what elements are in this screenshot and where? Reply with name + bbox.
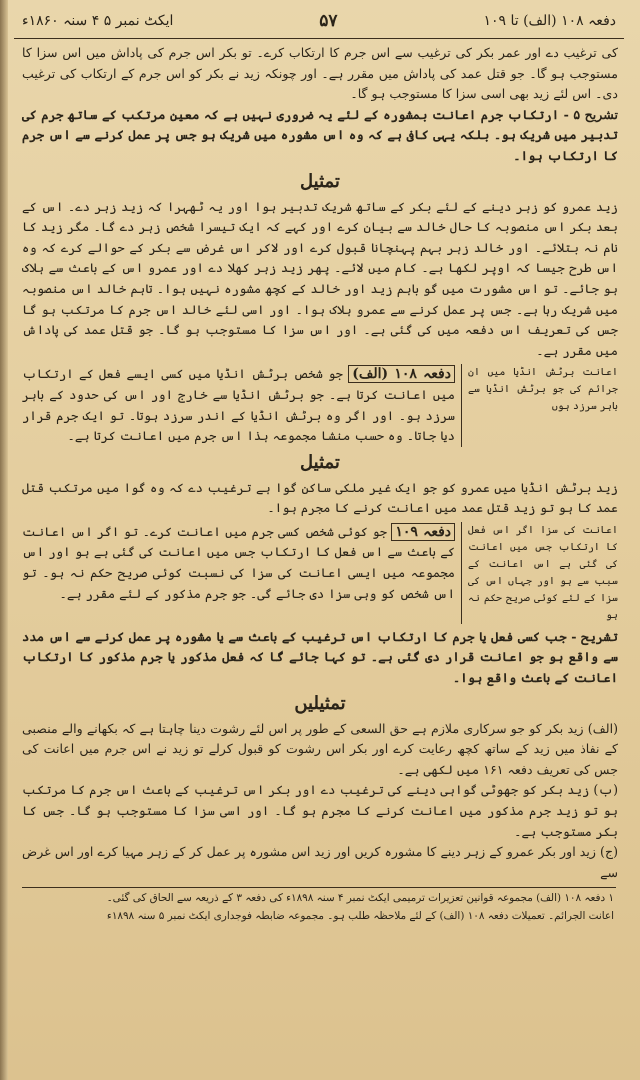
footnote: اعانت الجرائم۔ تعمیلات دفعہ ۱۰۸ (الف) کے لئے ملاحظہ طلب ہو۔ مجموعہ ضابطہ فوجداری ایکٹ نمبر ۵ سنہ ۱۸۹۸ء — [106, 910, 614, 923]
footnote-rule — [22, 887, 616, 888]
section-109-number: دفعہ ۱۰۹ — [391, 523, 455, 541]
illustration-a: (الف) زید بکر کو جو سرکاری ملازم ہے حق السعی کے طور پر اس لئے رشوت دینا چاہتا ہے کہ بکھانے والے منصبی کے نفاذ میں زید کے ساتھ کچھ رعایت کرے اور بکر اس رشوت کو قبول کرلے تو زید نے اس جرم میں اعانت کی جس کی تعریف دفعہ ۱۶۱ میں لکھی ہے۔ — [22, 720, 618, 777]
illustration-heading: تمثیل — [300, 170, 340, 192]
section-108a-body: جو شخص برٹش انڈیا میں کسی ایسے فعل کے ارتکاب میں اعانت کرتا ہے۔ جو برٹش انڈیا سے خارج اور اس کی حدود کے باہر سرزد ہو۔ اور اگر وہ برٹش انڈیا کے اندر سرزد ہوتا۔ تو ایک جرم قرار دیا جاتا۔ وہ حسب منشا مجموعہ ہذا اس جرم میں اعانت کرتا ہے۔ — [22, 366, 455, 444]
act-reference: ایکٹ نمبر ۵ ۴ سنہ ۱۸۶۰ء — [22, 13, 174, 29]
footnote: ۱ دفعہ ۱۰۸ (الف) مجموعہ قوانین تعزیرات ترمیمی ایکٹ نمبر ۴ سنہ ۱۸۹۸ء کی دفعہ ۳ کے ذریعہ سے الحاق کی گئی۔ — [106, 892, 614, 905]
paragraph: کی ترغیب دے اور عمر بکر کی ترغیب سے اس جرم کا ارتکاب کرے۔ تو بکر اس جرم کی پاداش میں اس سزا کا مستوجب ہو گا۔ جو قتل عمد کی پاداش میں مقرر ہے۔ اور چونکہ زید نے بکر کو اس جرم کے ارتکاب کی ترغیب دی۔ اس لئے زید بھی اسی سزا کا مستوجب ہو گا۔ — [22, 45, 618, 102]
page-content — [22, 43, 618, 883]
illustration-c: (ج) زید اور بکر عمرو کے زہر دینے کا مشورہ کریں اور زید اس مشورہ پر عمل کر کے زہر مہیا کرے اور اس غرض سے — [22, 844, 618, 880]
section-109 — [22, 522, 618, 624]
illustration-b: (ب) زید بکر کو جھوٹی گواہی دینے کی ترغیب دے اور بکر اس ترغیب کے باعث اس جرم کا مرتکب ہو تو زید جرم مذکور میں اعانت کرنے کا مجرم ہو گا۔ اور اسی سزا کا مستوجب ہو گا۔ جس کا بکر مستوجب ہے۔ — [22, 782, 618, 839]
running-header — [14, 8, 624, 39]
page-binding-shadow — [0, 0, 8, 1080]
section-108a — [22, 364, 618, 446]
section-108a-margin-note: اعانت برٹش انڈیا میں ان جرائم کی جو برٹش انڈیا سے باہر سرزد ہوں — [461, 364, 618, 446]
illustration-text: زید عمرو کو زہر دینے کے لئے بکر کے ساتھ شریک تدبیر ہوا اور یہ ٹھہرا کہ زید زہر دے۔ اس کے بعد بکر اس منصوبہ کا حال خالد سے بیان کرے اور کہے کہ ایک تیسرا شخص زہر دے گا۔ مگر زید کا نام نہ بتلائے۔ اور خالد زہر بہم پہنچانا قبول کرے اور لاکر اس غرض سے بکر کے حوالے کرے کہ وہ اس طرح جیسا کہ اوپر لکھا ہے۔ کام میں لائے۔ پھر زید زہر کھلا دے اور عمرو اس کے باعث سے ہلاک ہو جائے۔ تو اس مشورت میں گو باہم زید اور خالد کے کچھ مشورہ نہیں ہوا۔ تاہم خالد اس منصوبہ میں شریک رہا ہے۔ جس پر عمل کرنے سے عمرو ہلاک ہوا۔ اور اسی لئے خالد اس جرم کا مرتکب ہو گا جس کی تعریف اس دفعہ میں کی گئی ہے۔ اور اس سزا کا مستوجب ہو گا۔ جو قتل عمد کی پاداش میں مقرر ہے۔ — [22, 198, 618, 358]
section-108a-text — [22, 364, 455, 446]
illustrations-heading: تمثیلیں — [294, 692, 346, 714]
section-108a-number: دفعہ ۱۰۸ (الف) — [348, 365, 455, 383]
section-109-body: جو کوئی شخص کسی جرم میں اعانت کرے۔ تو اگر اس اعانت کے باعث سے اس فعل کا ارتکاب جس میں اعانت کی گئی ہے ہو اور اس مجموعہ میں ایسی اعانت کی سزا کی نسبت کوئی صریح حکم نہ ہو۔ تو اس شخص کو وہی سزا دی جائے گی۔ جو جرم مذکور کے لئے مقرر ہے۔ — [22, 523, 455, 601]
page-number: ۵۷ — [319, 11, 338, 31]
section-109-text — [22, 522, 455, 624]
illustration-text-2: زید برٹش انڈیا میں عمرو کو جو ایک غیر ملکی ساکن گوا ہے ترغیب دے کہ وہ گوا میں مرتکب قتل عمد کا ہو تو زید قتل عمد میں اعانت کرنے کا مجرم ہوا۔ — [22, 479, 618, 516]
explanation-5: تشریح ۵ - ارتکاب جرم اعانت بمشورہ کے لئے یہ ضروری نہیں ہے کہ معین مرتکب کے ساتھ جرم کی تدبیر میں شریک ہو۔ بلکہ یہی کافی ہے کہ وہ اس مشورہ میں شریک ہو جس پر عمل کرنے سے اس جرم کا ارتکاب ہوا۔ — [22, 106, 618, 163]
explanation: تشریح - جب کسی فعل یا جرم کا ارتکاب اس ترغیب کے باعث سے یا مشورہ پر عمل کرنے سے اس مدد سے واقع ہو جو اعانت قرار دی گئی ہے۔ تو کہا جائے گا کہ فعل مذکور یا جرم مذکور کا ارتکاب اعانت کے باعث واقع ہوا۔ — [22, 628, 618, 686]
illustration-heading-2: تمثیل — [300, 451, 340, 473]
section-reference: دفعہ ۱۰۸ (الف) تا ۱۰۹ — [483, 13, 616, 29]
footnotes — [28, 890, 614, 924]
section-109-margin-note: اعانت کی سزا اگر اس فعل کا ارتکاب جس میں اعانت کی گئی ہے اس اعانت کے سبب سے ہو اور جہاں اس کی سزا کے لئے کوئی صریح حکم نہ ہو — [461, 522, 618, 624]
